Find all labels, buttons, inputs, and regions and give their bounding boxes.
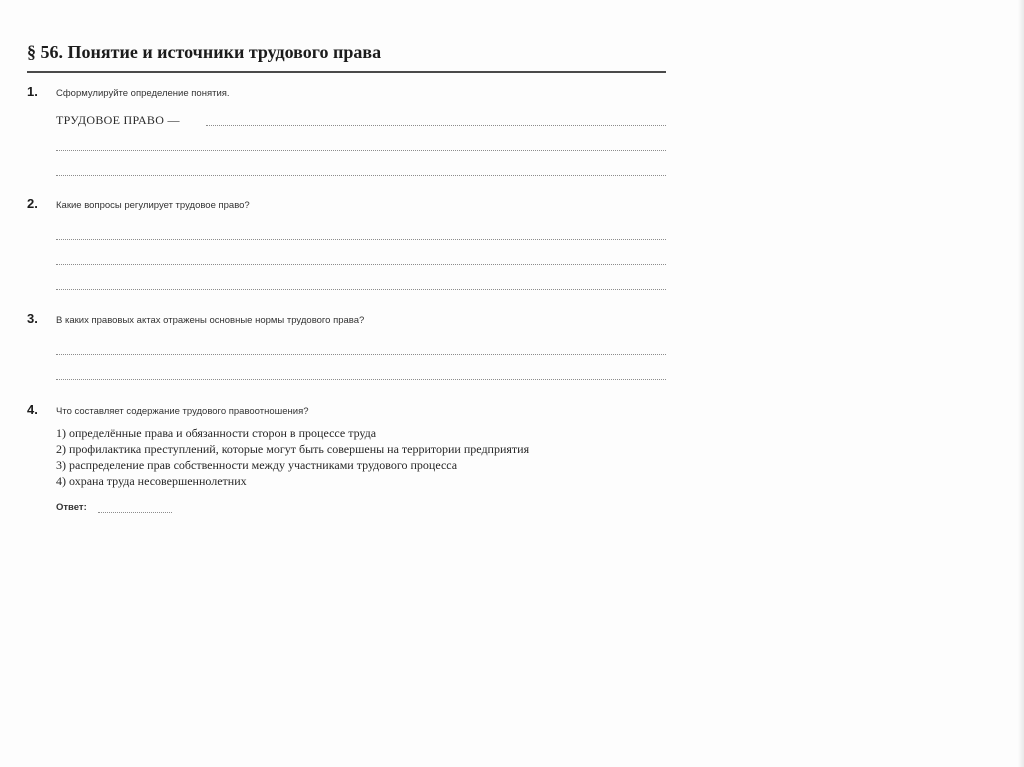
question-3-text: В каких правовых актах отражены основные нормы трудового права? [56,315,365,326]
question-4-text: Что составляет содержание трудового правоотношения? [56,406,309,417]
answer-option-4[interactable]: 4) охрана труда несовершеннолетних [56,474,247,488]
question-1-term: ТРУДОВОЕ ПРАВО — [56,113,180,127]
answer-option-3[interactable]: 3) распределение прав собственности между участниками трудового процесса [56,458,458,472]
page-title: § 56. Понятие и источники трудового права [27,42,382,62]
answer-line[interactable] [56,289,666,290]
question-2-text: Какие вопросы регулирует трудовое право? [56,200,250,211]
question-3-number: 3. [27,311,38,326]
answer-field[interactable] [98,512,172,513]
answer-option-2[interactable]: 2) профилактика преступлений, которые могут быть совершены на территории предприятия [56,442,530,456]
answer-line[interactable] [56,264,666,265]
answer-line[interactable] [56,175,666,176]
answer-line[interactable] [56,150,666,151]
question-4-number: 4. [27,402,38,417]
answer-label: Ответ: [56,502,87,513]
question-1-text: Сформулируйте определение понятия. [56,88,230,99]
answer-line[interactable] [56,354,666,355]
question-1-number: 1. [27,84,38,99]
answer-line[interactable] [56,379,666,380]
answer-line[interactable] [206,125,666,126]
answer-option-1[interactable]: 1) определённые права и обязанности сторон в процессе труда [56,426,377,440]
question-2-number: 2. [27,196,38,211]
page-edge [1018,0,1024,767]
answer-line[interactable] [56,239,666,240]
title-divider [27,71,666,73]
